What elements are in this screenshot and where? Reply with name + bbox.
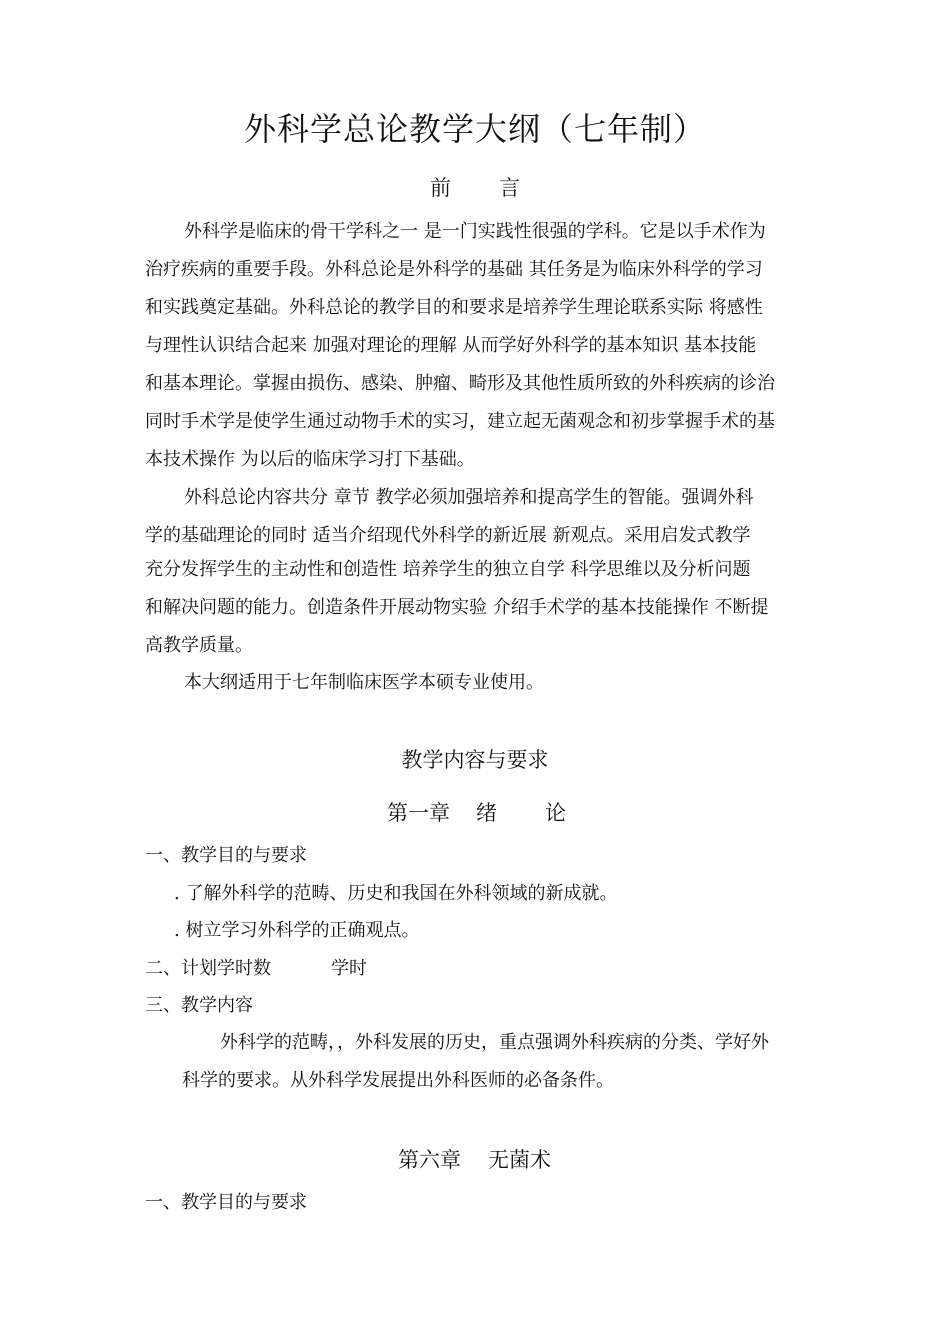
chapter6-objective-heading: 一、教学目的与要求 [145,1192,307,1213]
chapter1-content-line: 外科学的范畴，，外科发展的历史，重点强调外科疾病的分类、学好外 [220,1032,769,1053]
chapter6-heading-right: 无菌术 [488,1148,551,1172]
preface-line: 学的基础理论的同时 适当介绍现代外科学的新近展 新观点。采用启发式教学 [145,525,751,546]
chapter1-hours-label: 二、计划学时数 [145,958,271,979]
chapter1-objective-item: . 了解外科学的范畴、历史和我国在外科领域的新成就。 [174,883,618,904]
preface-line: 治疗疾病的重要手段。外科总论是外科学的基础 其任务是为临床外科学的学习 [145,259,763,280]
chapter1-objective-heading: 一、教学目的与要求 [145,845,307,866]
chapter1-objective-item: . 树立学习外科学的正确观点。 [174,920,420,941]
preface-line: 高教学质量。 [145,635,253,656]
chapter1-heading-left: 第一章 [387,801,450,825]
chapter6-heading-left: 第六章 [398,1148,461,1172]
preface-line: 本大纲适用于七年制临床医学本硕专业使用。 [184,672,544,693]
chapter1-heading-right: 论 [545,801,566,825]
chapter1-heading-mid: 绪 [476,801,497,825]
preface-heading-left: 前 [430,176,451,200]
preface-line: 本技术操作 为以后的临床学习打下基础。 [145,449,475,470]
preface-line: 充分发挥学生的主动性和创造性 培养学生的独立自学 科学思维以及分析问题 [145,559,751,580]
preface-line: 与理性认识结合起来 加强对理论的理解 从而学好外科学的基本知识 基本技能 [145,335,757,356]
chapter1-hours-unit: 学时 [331,958,367,979]
content-heading: 教学内容与要求 [401,748,549,772]
preface-heading-right: 言 [499,176,520,200]
preface-line: 同时手术学是使学生通过动物手术的实习，建立起无菌观念和初步掌握手术的基 [145,411,775,432]
preface-heading [0,172,950,202]
preface-line: 和实践奠定基础。外科总论的教学目的和要求是培养学生理论联系实际 将感性 [145,297,763,318]
preface-line: 和解决问题的能力。创造条件开展动物实验 介绍手术学的基本技能操作 不断提 [145,597,769,618]
preface-line: 外科总论内容共分 章节 教学必须加强培养和提高学生的智能。强调外科 [184,487,754,508]
preface-line: 和基本理论。掌握由损伤、感染、肿瘤、畸形及其他性质所致的外科疾病的诊治 [145,373,775,394]
chapter1-content-line: 科学的要求。从外科学发展提出外科医师的必备条件。 [182,1070,614,1091]
chapter1-content-label: 三、教学内容 [145,995,253,1016]
document-title: 外科学总论教学大纲（七年制） [243,110,706,148]
preface-line: 外科学是临床的骨干学科之一 是一门实践性很强的学科。它是以手术作为 [184,221,766,242]
